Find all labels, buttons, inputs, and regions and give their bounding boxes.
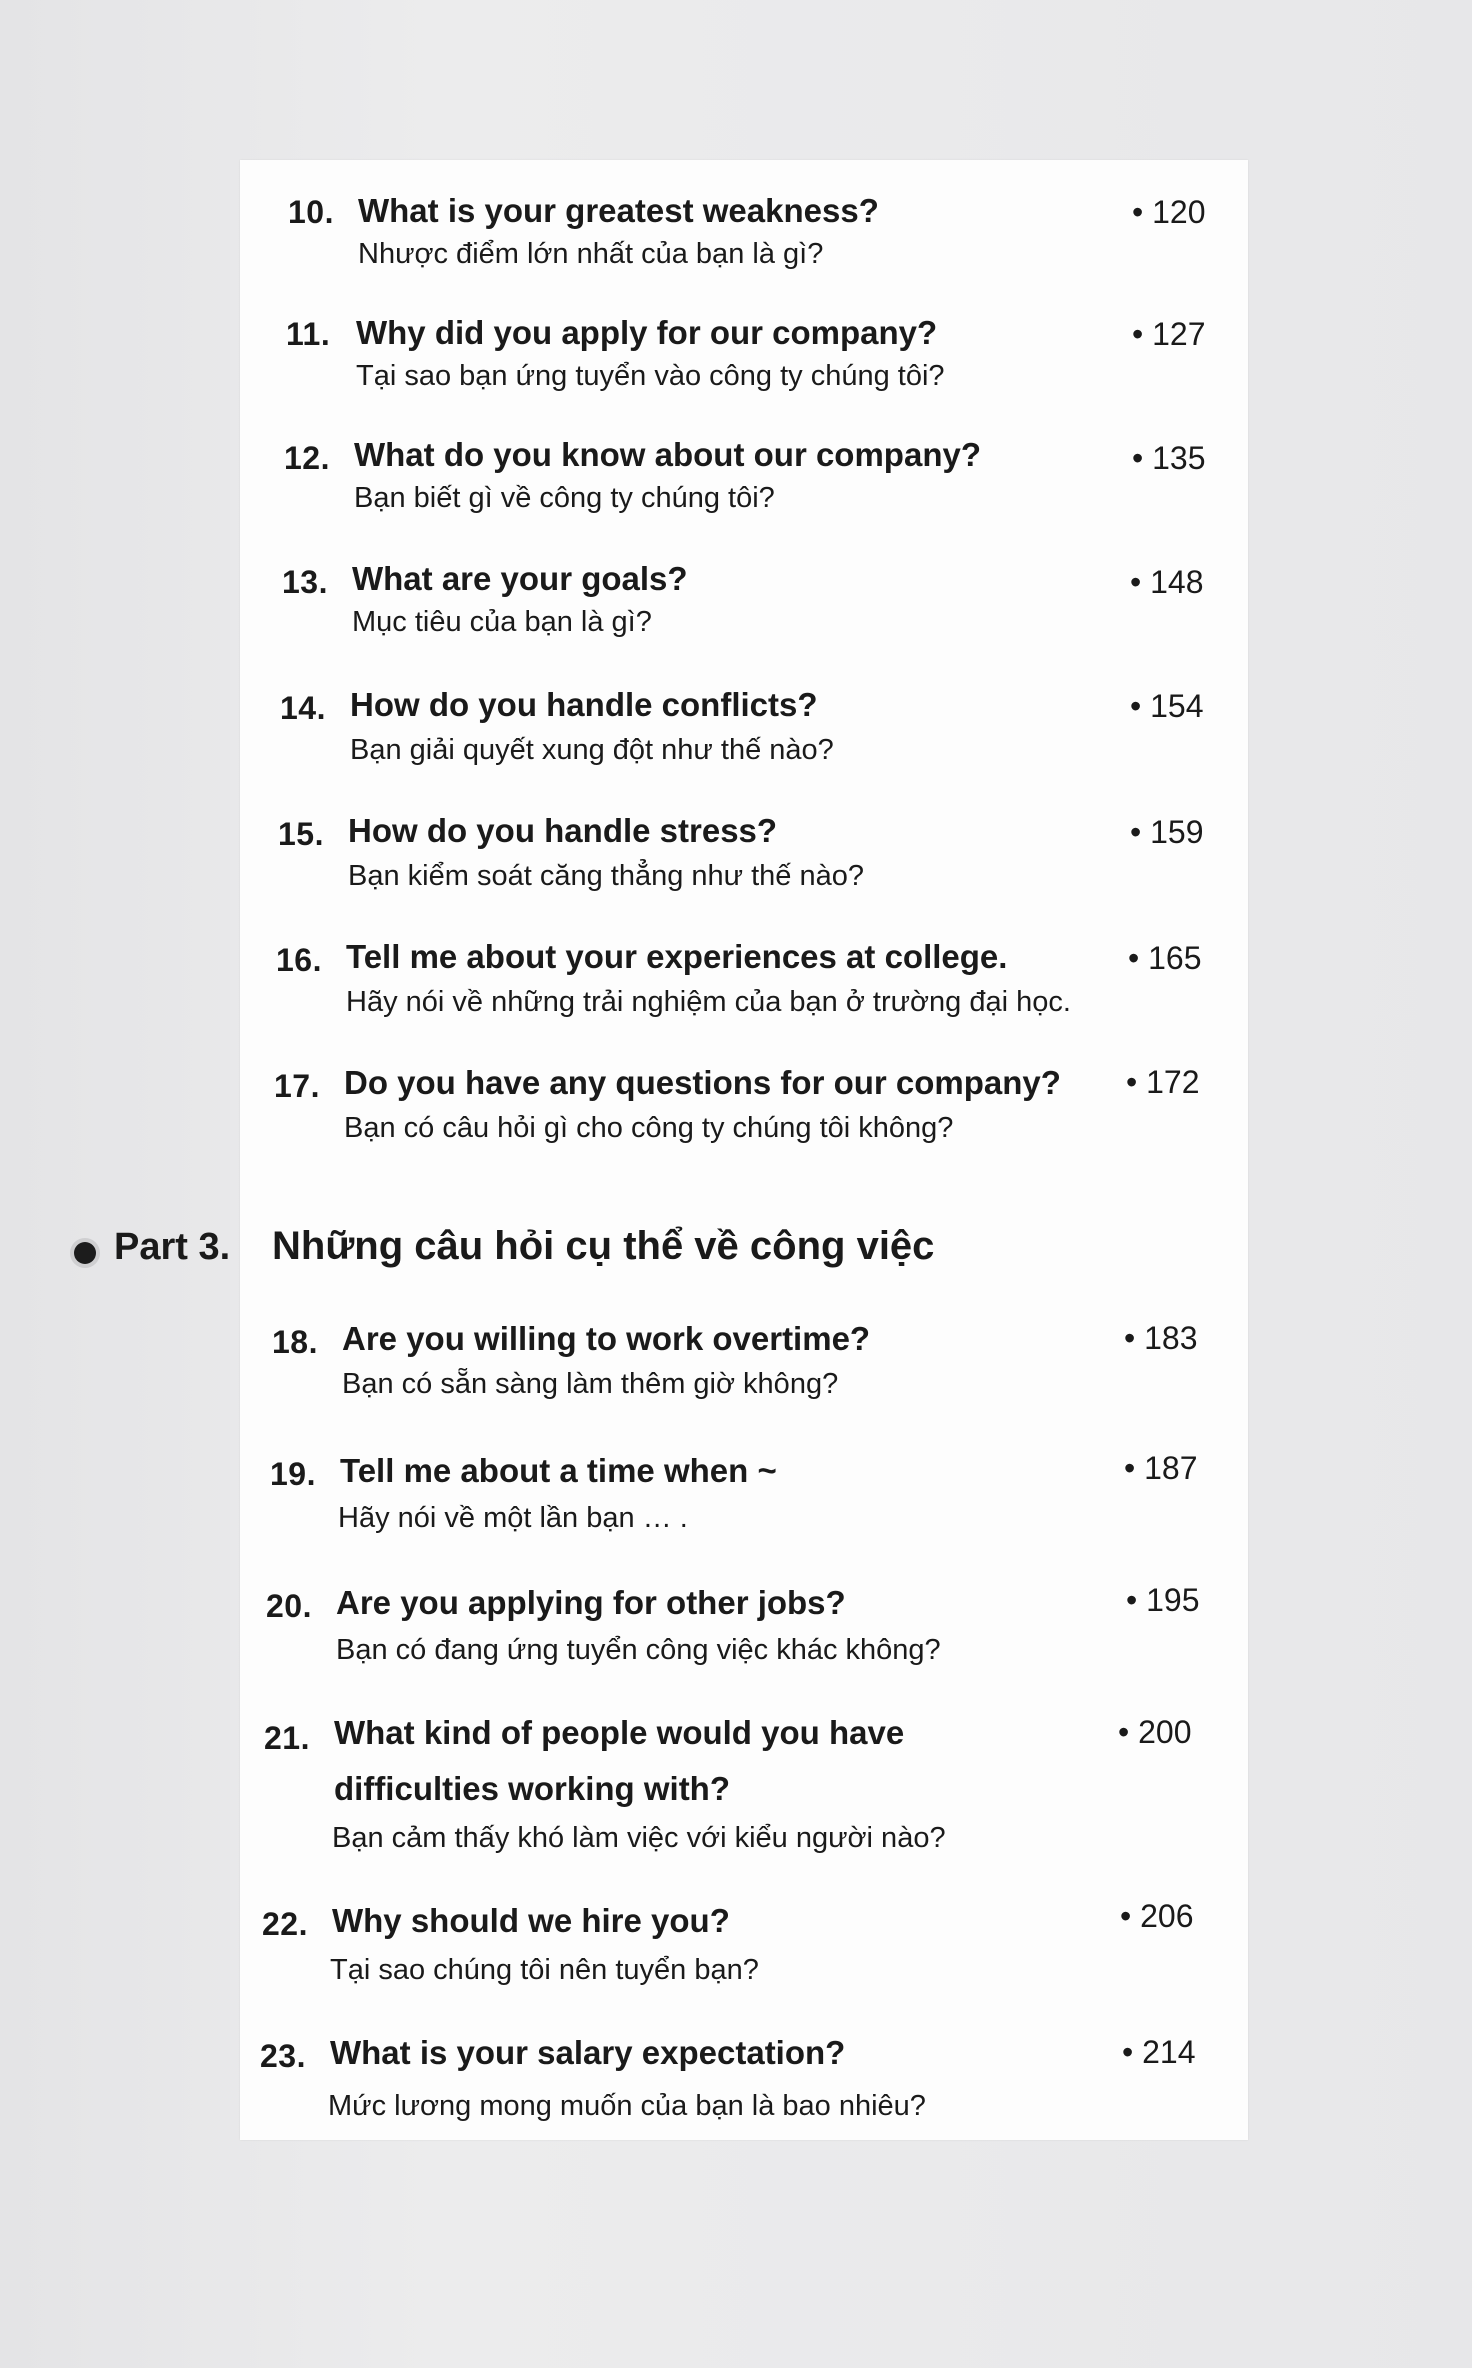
part-title: Những câu hỏi cụ thể về công việc — [272, 1224, 935, 1268]
entry-answer: Tại sao chúng tôi nên tuyển bạn? — [330, 1954, 759, 1986]
entry-answer: Bạn có sẵn sàng làm thêm giờ không? — [342, 1368, 839, 1400]
entry-question: What do you know about our company? — [354, 436, 981, 473]
entry-question: Why did you apply for our company? — [356, 314, 938, 351]
entry-page: • 206 — [1120, 1898, 1194, 1934]
entry-number: 14. — [280, 690, 326, 726]
entry-question: What is your greatest weakness? — [358, 192, 879, 229]
entry-question: How do you handle conflicts? — [350, 686, 818, 723]
entry-answer: Bạn biết gì về công ty chúng tôi? — [354, 482, 775, 514]
entry-answer: Bạn giải quyết xung đột như thế nào? — [350, 734, 834, 766]
entry-number: 17. — [274, 1068, 320, 1104]
entry-question: Tell me about your experiences at college. — [346, 938, 1008, 975]
entry-number: 23. — [260, 2038, 306, 2074]
entry-number: 12. — [284, 440, 330, 476]
entry-number: 11. — [286, 316, 331, 352]
entry-number: 10. — [288, 194, 334, 230]
entry-question: Tell me about a time when ~ — [340, 1452, 777, 1489]
entry-question: Are you applying for other jobs? — [336, 1584, 846, 1621]
entry-number: 21. — [264, 1720, 310, 1756]
entry-question: What is your salary expectation? — [330, 2034, 846, 2071]
entry-answer: Bạn cảm thấy khó làm việc với kiểu người nào? — [332, 1822, 946, 1854]
entry-question-line-2: difficulties working with? — [334, 1770, 730, 1807]
entry-number: 18. — [272, 1324, 318, 1360]
entry-number: 15. — [278, 816, 324, 852]
entry-number: 22. — [262, 1906, 308, 1942]
entry-answer: Mục tiêu của bạn là gì? — [352, 606, 652, 638]
entry-page: • 135 — [1132, 440, 1206, 476]
entry-page: • 159 — [1130, 814, 1204, 850]
entry-page: • 214 — [1122, 2034, 1196, 2070]
entry-answer: Hãy nói về những trải nghiệm của bạn ở trường đại học. — [346, 986, 1071, 1018]
entry-number: 19. — [270, 1456, 316, 1492]
part-3-heading[interactable] — [0, 1222, 1472, 1282]
entry-question: Do you have any questions for our company? — [344, 1064, 1061, 1101]
entry-question: How do you handle stress? — [348, 812, 778, 849]
entry-number: 13. — [282, 564, 328, 600]
entry-page: • 165 — [1128, 940, 1202, 976]
entry-page: • 127 — [1132, 316, 1206, 352]
entry-answer: Bạn có câu hỏi gì cho công ty chúng tôi không? — [344, 1112, 954, 1144]
entry-answer: Bạn kiểm soát căng thẳng như thế nào? — [348, 860, 864, 892]
entry-answer: Mức lương mong muốn của bạn là bao nhiêu? — [328, 2090, 926, 2122]
entry-question: What are your goals? — [352, 560, 688, 597]
entry-page: • 172 — [1126, 1064, 1200, 1100]
entry-question: Are you willing to work overtime? — [342, 1320, 871, 1357]
entry-answer: Tại sao bạn ứng tuyển vào công ty chúng tôi? — [356, 360, 945, 392]
entry-question: What kind of people would you have — [334, 1714, 905, 1751]
entry-page: • 120 — [1132, 194, 1206, 230]
entry-page: • 183 — [1124, 1320, 1198, 1356]
entry-answer: Bạn có đang ứng tuyển công việc khác không? — [336, 1634, 941, 1666]
entry-answer: Nhược điểm lớn nhất của bạn là gì? — [358, 238, 824, 270]
entry-page: • 200 — [1118, 1714, 1192, 1750]
entry-page: • 187 — [1124, 1450, 1198, 1486]
entry-question: Why should we hire you? — [332, 1902, 730, 1939]
entry-answer: Hãy nói về một lần bạn … . — [338, 1502, 688, 1534]
entry-page: • 148 — [1130, 564, 1204, 600]
entry-page: • 154 — [1130, 688, 1204, 724]
entry-page: • 195 — [1126, 1582, 1200, 1618]
entry-number: 16. — [276, 942, 322, 978]
part-label: Part 3. — [114, 1226, 231, 1268]
bullet-icon — [74, 1242, 96, 1264]
entry-number: 20. — [266, 1588, 312, 1624]
